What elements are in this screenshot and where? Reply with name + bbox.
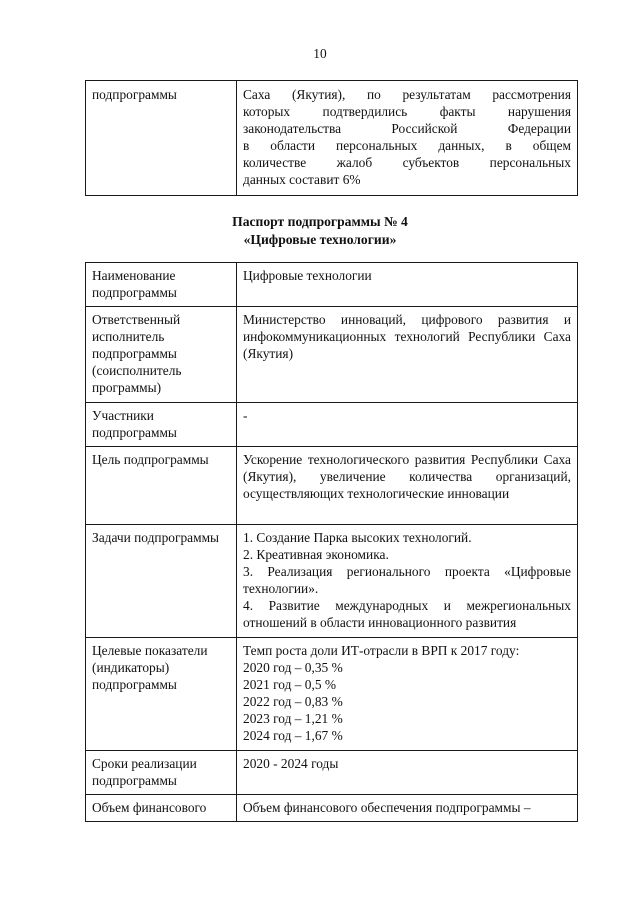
row-value: Объем финансового обеспечения подпрограммы – xyxy=(237,795,578,822)
list-item: 1. Создание Парка высоких технологий. xyxy=(243,530,472,545)
table-row xyxy=(86,751,578,795)
passport-table xyxy=(85,262,578,822)
indicators-list xyxy=(237,638,578,751)
table-row xyxy=(86,447,578,525)
row-label: Цель подпрограммы xyxy=(86,447,237,525)
row-label: Сроки реализации подпрограммы xyxy=(86,751,237,795)
row-label: Ответственный исполнитель подпрограммы (соисполнитель программы) xyxy=(86,307,237,403)
passport-title: Паспорт подпрограммы № 4 xyxy=(232,214,408,229)
row-label: подпрограммы xyxy=(86,81,237,196)
list-item: 2. Креативная экономика. xyxy=(243,547,389,562)
table-row xyxy=(86,638,578,751)
list-item: 2021 год – 0,5 % xyxy=(243,677,337,692)
list-item: 2020 год – 0,35 % xyxy=(243,660,343,675)
content-line: в области персональных данных, в общем xyxy=(243,138,571,153)
list-item: 4. Развитие международных и межрегиональных отношений в области инновационного развития xyxy=(243,598,571,630)
list-item: 2023 год – 1,21 % xyxy=(243,711,343,726)
list-item: 3. Реализация регионального проекта «Цифровые технологии». xyxy=(243,564,571,596)
indicator-heading: Темп роста доли ИТ-отрасли в ВРП к 2017 году: xyxy=(243,643,520,658)
continuation-table xyxy=(85,80,578,196)
row-label: Участники подпрограммы xyxy=(86,403,237,447)
table-row xyxy=(86,263,578,307)
row-label: Наименование подпрограммы xyxy=(86,263,237,307)
row-value: Ускорение технологического развития Республики Саха (Якутия), увеличение количества организаций, осуществляющих технологические инновации xyxy=(237,447,578,525)
content-line: которых подтвердились факты нарушения xyxy=(243,104,571,119)
row-value: Министерство инноваций, цифрового развития и инфокоммуникационных технологий Республики Саха (Якутия) xyxy=(237,307,578,403)
page-number: 10 xyxy=(313,46,327,61)
tasks-list xyxy=(237,525,578,638)
table-row xyxy=(86,403,578,447)
row-value: 2020 - 2024 годы xyxy=(237,751,578,795)
list-item: 2022 год – 0,83 % xyxy=(243,694,343,709)
passport-subtitle: «Цифровые технологии» xyxy=(243,232,397,247)
content-line: данных составит 6% xyxy=(243,172,361,187)
row-content xyxy=(237,81,578,196)
content-line: Саха (Якутия), по результатам рассмотрения xyxy=(243,87,571,102)
row-label: Задачи подпрограммы xyxy=(86,525,237,638)
table-row xyxy=(86,81,578,196)
list-item: 2024 год – 1,67 % xyxy=(243,728,343,743)
row-label: Целевые показатели (индикаторы) подпрограммы xyxy=(86,638,237,751)
row-value: Цифровые технологии xyxy=(237,263,578,307)
row-label: Объем финансового xyxy=(86,795,237,822)
row-value: - xyxy=(237,403,578,447)
table-row xyxy=(86,795,578,822)
content-line: законодательства Российской Федерации xyxy=(243,121,571,136)
content-line: количестве жалоб субъектов персональных xyxy=(243,155,571,170)
table-row xyxy=(86,525,578,638)
table-row xyxy=(86,307,578,403)
